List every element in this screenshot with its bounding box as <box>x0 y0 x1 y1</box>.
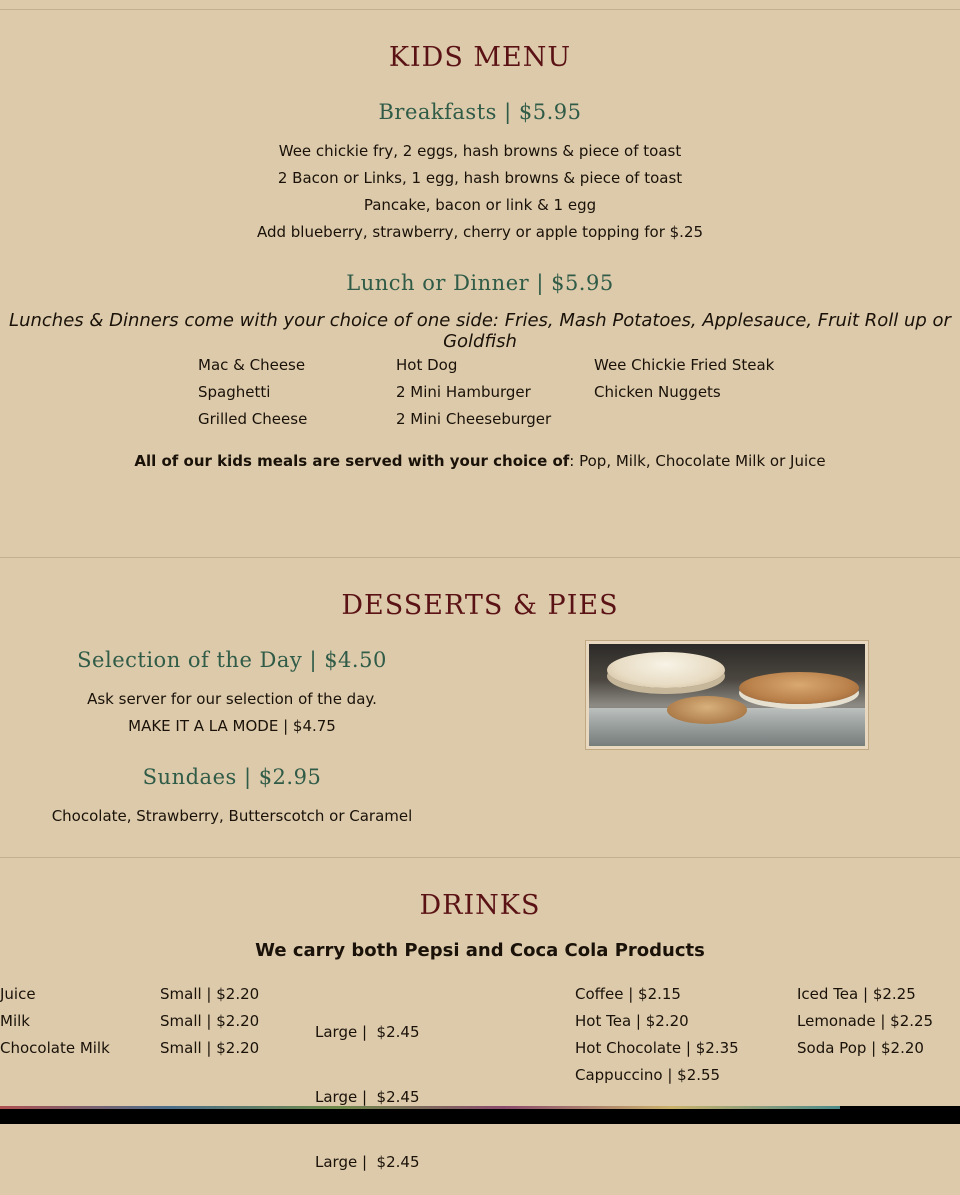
list-item: 2 Mini Hamburger <box>396 383 531 401</box>
small-pie <box>667 696 747 724</box>
pies-photo-frame <box>585 640 869 750</box>
list-item: Wee Chickie Fried Steak <box>594 356 775 374</box>
list-item: Mac & Cheese <box>198 356 306 374</box>
lunch-col-3 <box>594 352 774 406</box>
list-item: Spaghetti <box>198 383 271 401</box>
list-item: Grilled Cheese <box>198 410 308 428</box>
desserts-title: DESSERTS & PIES <box>341 590 619 621</box>
lunch-dinner-title: Lunch or Dinner | $5.95 <box>346 271 614 295</box>
cream-pie <box>607 652 725 688</box>
list-item: Coffee | $2.15 <box>575 985 681 1003</box>
breakfasts-title: Breakfasts | $5.95 <box>378 100 582 124</box>
list-item: Ask server for our selection of the day. <box>87 690 377 708</box>
served-with-note <box>0 448 960 475</box>
list-item: Iced Tea | $2.25 <box>797 985 916 1003</box>
sundaes-line: Chocolate, Strawberry, Butterscotch or Caramel <box>51 807 413 825</box>
list-item: Hot Dog <box>396 356 458 374</box>
list-item: Soda Pop | $2.20 <box>797 1039 924 1057</box>
sundaes-title: Sundaes | $2.95 <box>142 765 322 789</box>
list-item: Milk <box>0 1012 30 1030</box>
list-item: Cappuccino | $2.55 <box>575 1066 721 1084</box>
list-item: Large | $2.45 <box>315 1023 420 1041</box>
served-rest: : Pop, Milk, Chocolate Milk or Juice <box>569 452 826 470</box>
list-item: Hot Tea | $2.20 <box>575 1012 689 1030</box>
cold-drinks <box>797 981 933 1062</box>
hot-drinks <box>575 981 739 1089</box>
list-item: Small | $2.20 <box>160 1012 260 1030</box>
list-item: Add blueberry, strawberry, cherry or apple topping for $.25 <box>256 223 704 241</box>
footer-color-strip <box>0 1106 840 1109</box>
drink-names <box>0 981 110 1062</box>
pies-photo-icon <box>589 644 865 746</box>
drinks-subtitle: We carry both Pepsi and Coca Cola Products <box>255 940 705 961</box>
list-item: Hot Chocolate | $2.35 <box>575 1039 739 1057</box>
drink-small-prices <box>160 981 259 1062</box>
served-bold: All of our kids meals are served with your choice of <box>134 452 570 470</box>
selection-lines <box>0 686 464 740</box>
list-item: Large | $2.45 <box>315 1153 420 1171</box>
top-divider <box>0 9 960 10</box>
list-item: Chocolate Milk <box>0 1039 110 1057</box>
list-item: Chicken Nuggets <box>594 383 721 401</box>
list-item: 2 Bacon or Links, 1 egg, hash browns & piece of toast <box>277 169 683 187</box>
list-item: MAKE IT A LA MODE | $4.75 <box>128 717 336 735</box>
list-item: Large | $2.45 <box>315 1088 420 1106</box>
kids-menu-title: KIDS MENU <box>388 42 572 73</box>
drink-large-prices <box>315 981 420 1195</box>
list-item: Small | $2.20 <box>160 985 260 1003</box>
lunch-col-2 <box>396 352 551 433</box>
lunch-note: Lunches & Dinners come with your choice of one side: Fries, Mash Potatoes, Applesauce, Fruit Roll up or Goldfish <box>9 310 951 352</box>
list-item: Pancake, bacon or link & 1 egg <box>363 196 597 214</box>
selection-title: Selection of the Day | $4.50 <box>77 648 387 672</box>
divider <box>0 857 960 858</box>
lunch-col-1 <box>198 352 307 433</box>
fruit-pie <box>739 672 859 704</box>
drinks-title: DRINKS <box>419 890 541 921</box>
list-item: 2 Mini Cheeseburger <box>396 410 552 428</box>
breakfast-list <box>0 138 960 246</box>
list-item: Juice <box>0 985 36 1003</box>
list-item: Small | $2.20 <box>160 1039 260 1057</box>
divider <box>0 557 960 558</box>
list-item: Lemonade | $2.25 <box>797 1012 934 1030</box>
list-item: Wee chickie fry, 2 eggs, hash browns & piece of toast <box>278 142 682 160</box>
